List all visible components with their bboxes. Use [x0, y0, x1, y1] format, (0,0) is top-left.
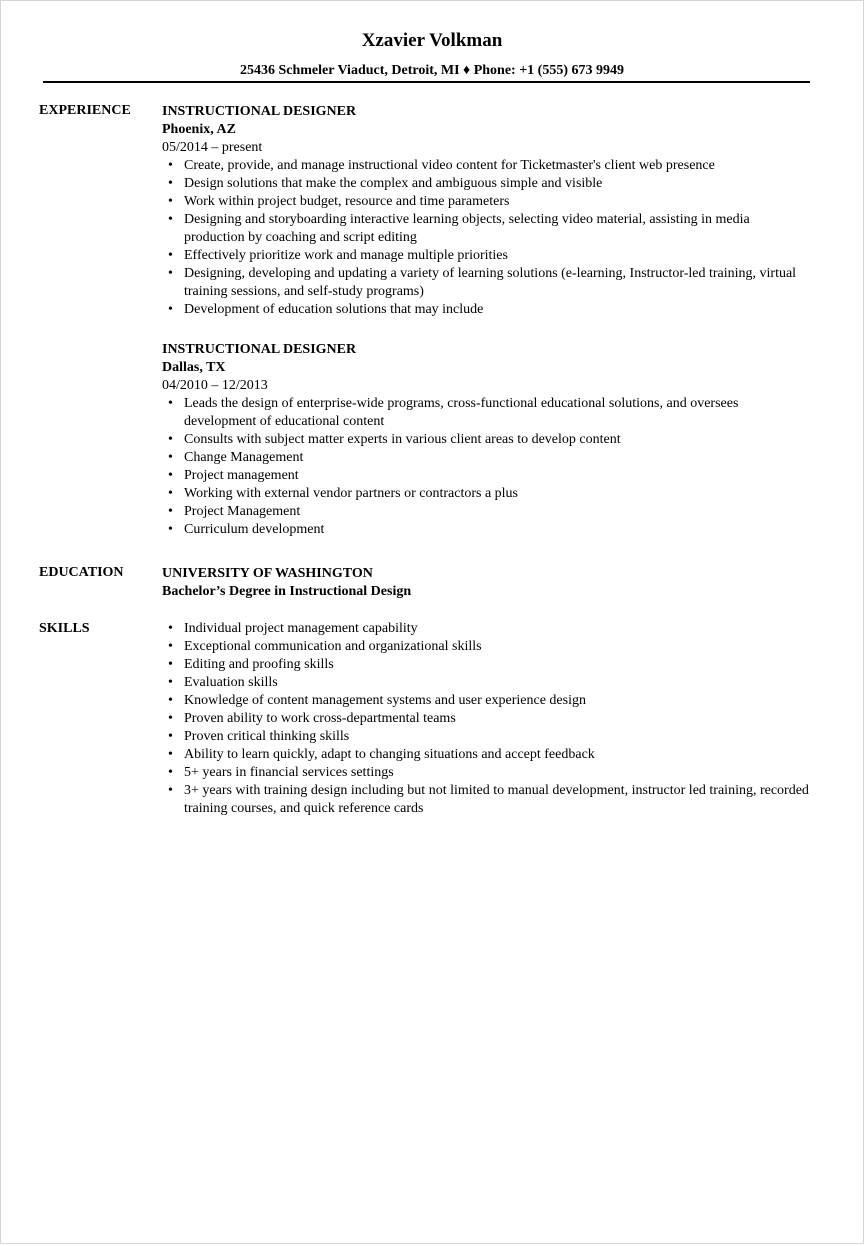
list-item-text: Exceptional communication and organizational skills — [184, 639, 482, 654]
list-item — [162, 467, 812, 485]
list-item-text: Editing and proofing skills — [184, 657, 334, 672]
bullet-icon: • — [168, 450, 173, 465]
section-label-education: EDUCATION — [39, 565, 124, 580]
skills-entry — [162, 620, 812, 818]
list-item — [162, 638, 812, 656]
bullet-icon: • — [168, 729, 173, 744]
list-item-text: Proven ability to work cross-departmental teams — [184, 711, 456, 726]
list-item-text: Evaluation skills — [184, 675, 278, 690]
list-item — [162, 521, 812, 539]
list-item-text: 5+ years in financial services settings — [184, 765, 394, 780]
education-entry — [162, 565, 812, 601]
list-item-text: Work within project budget, resource and time parameters — [184, 194, 510, 209]
list-item-text: Leads the design of enterprise-wide programs, cross-functional educational solutions, and oversees development of educational content — [184, 396, 739, 429]
list-item-text: Proven critical thinking skills — [184, 729, 350, 744]
bullet-icon: • — [168, 621, 173, 636]
list-item — [162, 211, 812, 247]
job-duties-list — [162, 395, 812, 539]
list-item — [162, 175, 812, 193]
list-item — [162, 782, 812, 818]
list-item-text: Create, provide, and manage instructional video content for Ticketmaster's client web presence — [184, 158, 715, 173]
list-item — [162, 485, 812, 503]
list-item-text: Development of education solutions that may include — [184, 302, 484, 317]
list-item-text: Project management — [184, 468, 299, 483]
job-duties-list — [162, 157, 812, 319]
bullet-icon: • — [168, 765, 173, 780]
list-item — [162, 728, 812, 746]
bullet-icon: • — [168, 248, 173, 263]
list-item-text: Individual project management capability — [184, 621, 418, 636]
bullet-icon: • — [168, 639, 173, 654]
bullet-icon: • — [168, 657, 173, 672]
bullet-icon: • — [168, 486, 173, 501]
bullet-icon: • — [168, 522, 173, 537]
section-label-experience: EXPERIENCE — [39, 103, 131, 118]
list-item — [162, 620, 812, 638]
list-item-text: 3+ years with training design including but not limited to manual development, instructor led training, recorded training courses, and quick reference cards — [184, 783, 809, 816]
candidate-name: Xzavier Volkman — [361, 30, 503, 51]
list-item-text: Working with external vendor partners or contractors a plus — [184, 486, 518, 501]
bullet-icon: • — [168, 158, 173, 173]
school-name: UNIVERSITY OF WASHINGTON — [162, 566, 373, 581]
list-item-text: Curriculum development — [184, 522, 325, 537]
list-item — [162, 656, 812, 674]
list-item-text: Design solutions that make the complex and ambiguous simple and visible — [184, 176, 603, 191]
list-item — [162, 265, 812, 301]
bullet-icon: • — [168, 468, 173, 483]
bullet-icon: • — [168, 675, 173, 690]
job-location: Phoenix, AZ — [162, 122, 236, 137]
degree: Bachelor’s Degree in Instructional Design — [162, 584, 412, 599]
job-dates: 04/2010 – 12/2013 — [162, 378, 268, 393]
bullet-icon: • — [168, 266, 173, 281]
bullet-icon: • — [168, 504, 173, 519]
bullet-icon: • — [168, 783, 173, 798]
list-item — [162, 449, 812, 467]
list-item — [162, 395, 812, 431]
experience-entry-1 — [162, 103, 812, 319]
list-item — [162, 301, 812, 319]
bullet-icon: • — [168, 693, 173, 708]
bullet-icon: • — [168, 194, 173, 209]
list-item-text: Designing and storyboarding interactive learning objects, selecting video material, assisting in media production by coaching and script editing — [184, 212, 750, 245]
list-item — [162, 692, 812, 710]
list-item — [162, 674, 812, 692]
list-item-text: Effectively prioritize work and manage multiple priorities — [184, 248, 508, 263]
bullet-icon: • — [168, 302, 173, 317]
list-item — [162, 710, 812, 728]
list-item — [162, 157, 812, 175]
job-location: Dallas, TX — [162, 360, 226, 375]
list-item — [162, 746, 812, 764]
job-dates: 05/2014 – present — [162, 140, 263, 155]
list-item — [162, 247, 812, 265]
experience-entry-2 — [162, 341, 812, 539]
list-item-text: Change Management — [184, 450, 304, 465]
contact-line: 25436 Schmeler Viaduct, Detroit, MI ♦ Phone: +1 (555) 673 9949 — [239, 63, 624, 78]
list-item — [162, 503, 812, 521]
list-item-text: Knowledge of content management systems and user experience design — [184, 693, 586, 708]
header-divider — [43, 81, 810, 83]
bullet-icon: • — [168, 432, 173, 447]
bullet-icon: • — [168, 176, 173, 191]
bullet-icon: • — [168, 212, 173, 227]
bullet-icon: • — [168, 747, 173, 762]
list-item-text: Consults with subject matter experts in various client areas to develop content — [184, 432, 621, 447]
list-item-text: Project Management — [184, 504, 301, 519]
list-item — [162, 764, 812, 782]
job-title: INSTRUCTIONAL DESIGNER — [162, 342, 357, 357]
list-item — [162, 431, 812, 449]
bullet-icon: • — [168, 711, 173, 726]
bullet-icon: • — [168, 396, 173, 411]
list-item — [162, 193, 812, 211]
list-item-text: Designing, developing and updating a variety of learning solutions (e-learning, Instructor-led training, virtual training sessions, and self-study programs) — [184, 266, 797, 299]
list-item-text: Ability to learn quickly, adapt to changing situations and accept feedback — [184, 747, 595, 762]
section-label-skills: SKILLS — [39, 621, 90, 636]
skills-list — [162, 620, 812, 818]
job-title: INSTRUCTIONAL DESIGNER — [162, 104, 357, 119]
